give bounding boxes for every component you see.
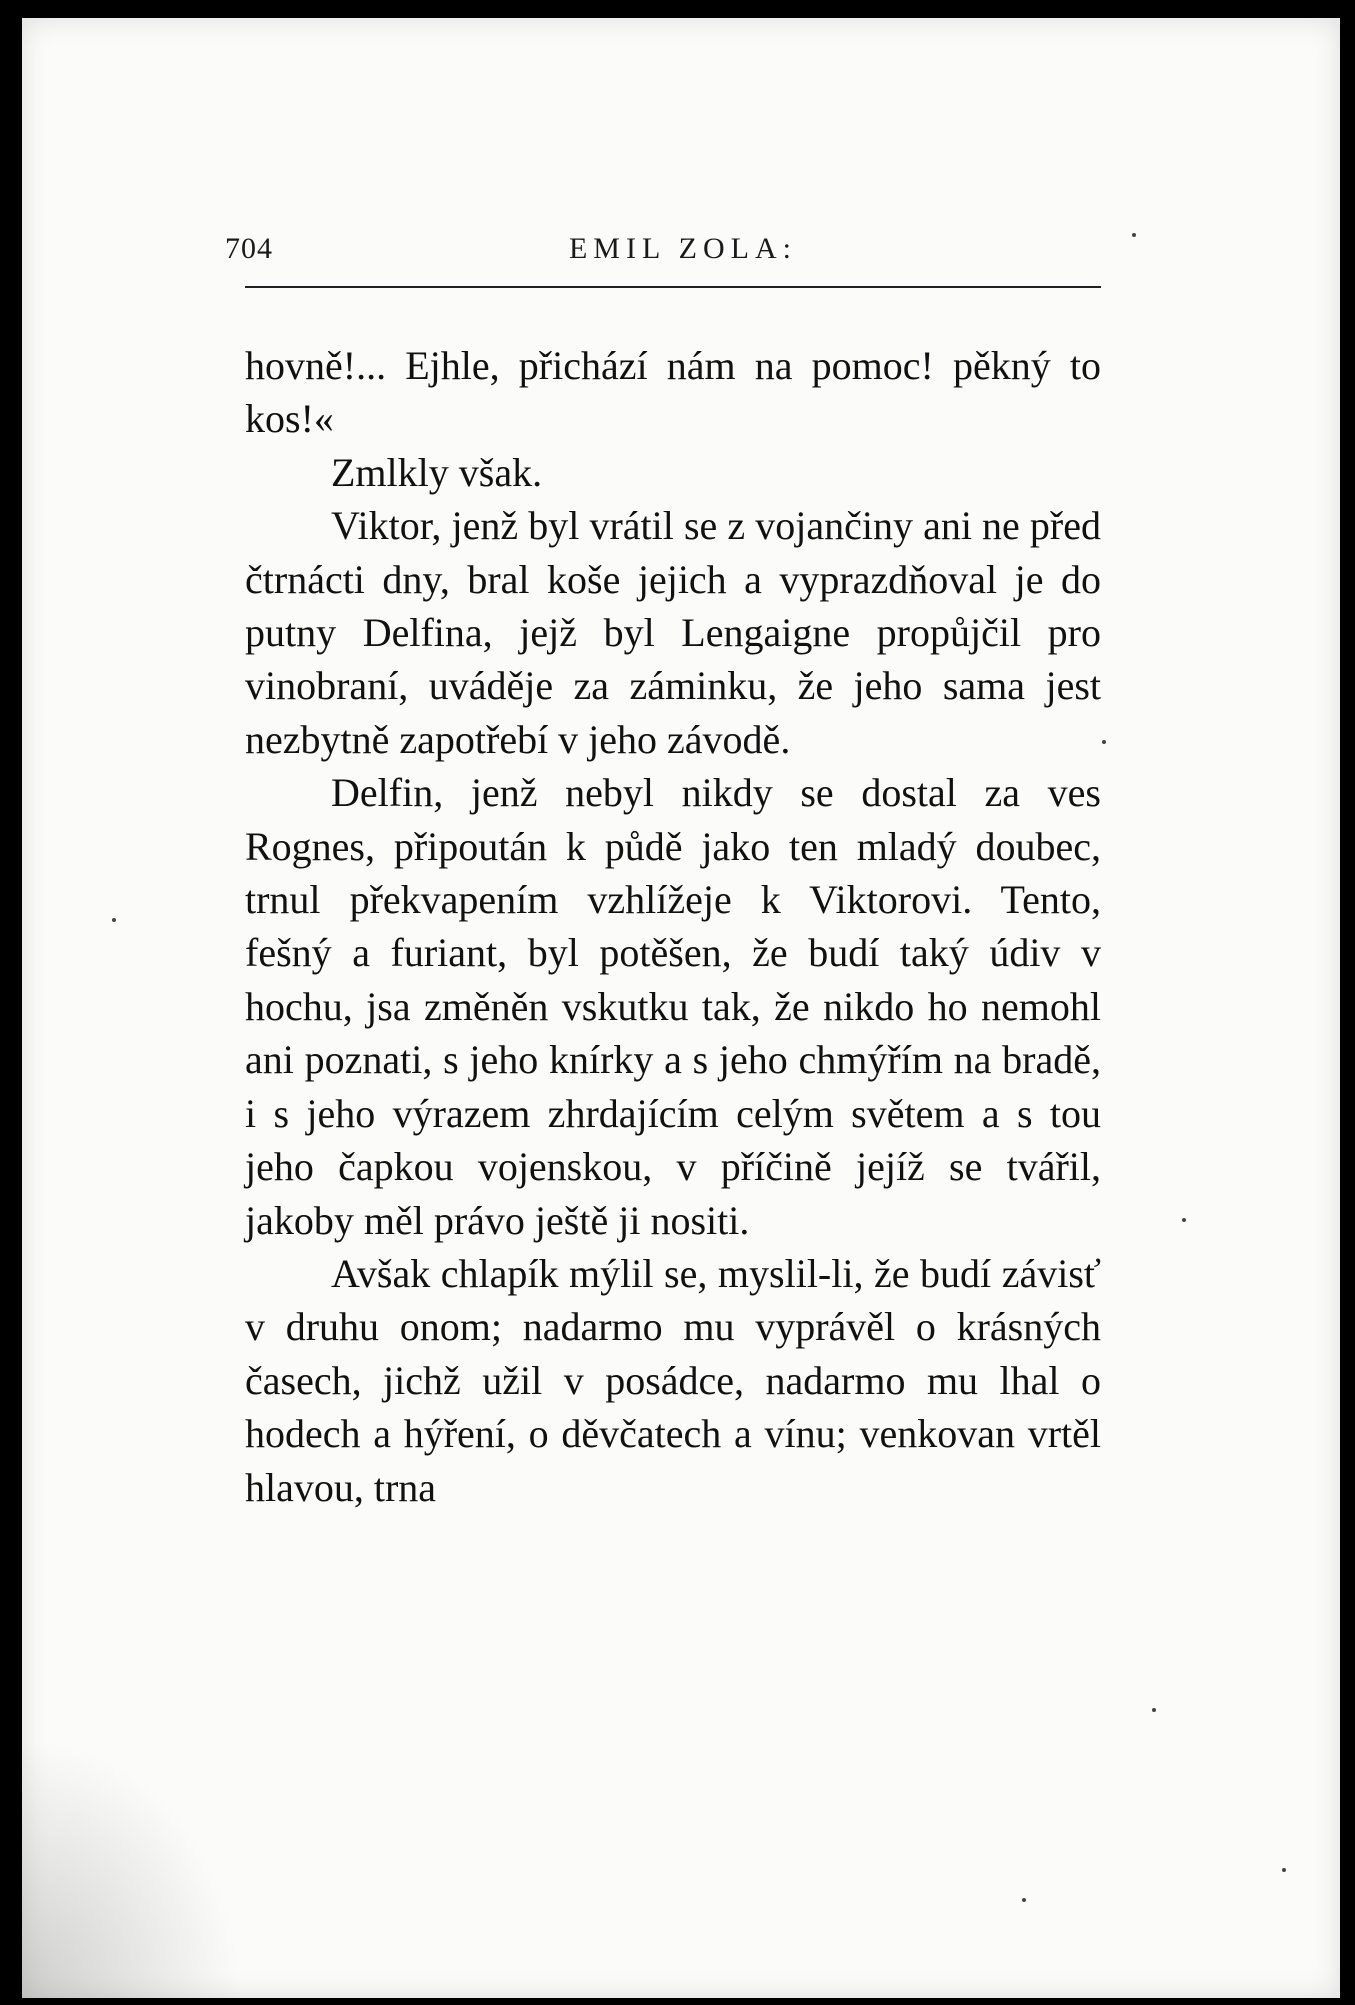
speck bbox=[112, 918, 116, 922]
header-rule bbox=[245, 286, 1101, 288]
paragraph: Viktor, jenž byl vrátil se z vojančiny ani ne před čtrnácti dny, bral koše jejich a vyprazdňoval je do putny Delfina, jejž byl Lengaigne propůjčil pro vinobraní, uváděje za záminku, že jeho sama jest nezbytně zapotřebí v jeho závodě. bbox=[245, 503, 1101, 762]
page-shadow bbox=[22, 1738, 242, 1998]
paragraph: Zmlkly však. bbox=[331, 449, 543, 495]
page-number: 704 bbox=[225, 232, 273, 265]
paragraph: Avšak chlapík mýlil se, myslil-li, že budí závisť v druhu onom; nadarmo mu vyprávěl o krásných časech, jichž užil v posádce, nadarmo mu lhal o hodech a hýření, o děvčatech a vínu; venkovan vrtěl hlavou, trna bbox=[245, 1250, 1101, 1510]
paragraph: hovně!... Ejhle, přichází nám na pomoc! pěkný to kos!« bbox=[245, 343, 1101, 442]
speck bbox=[1152, 1708, 1156, 1712]
running-title: EMIL ZOLA: bbox=[568, 232, 798, 265]
speck bbox=[1182, 1218, 1186, 1222]
paragraph: Delfin, jenž nebyl nikdy se dostal za ves Rognes, připoután k půdě jako ten mladý doubec, trnul překvapením vzhlížeje k Viktorovi. Tento, fešný a furiant, byl potěšen, že budí taký údiv v hochu, jsa změněn vskutku tak, že nikdo ho nemohl ani poznati, s jeho knírky a s jeho chmýřím na bradě, i s jeho výrazem zhrdajícím celým světem a s tou jeho čapkou vojenskou, v příčině jejíž se tvářil, jakoby měl právo ještě ji nositi. bbox=[245, 770, 1101, 1243]
speck bbox=[1132, 233, 1136, 237]
speck bbox=[1102, 740, 1106, 744]
running-head bbox=[225, 232, 1101, 272]
speck bbox=[1022, 1898, 1026, 1902]
speck bbox=[1282, 1868, 1286, 1872]
body-text bbox=[245, 339, 1101, 1514]
